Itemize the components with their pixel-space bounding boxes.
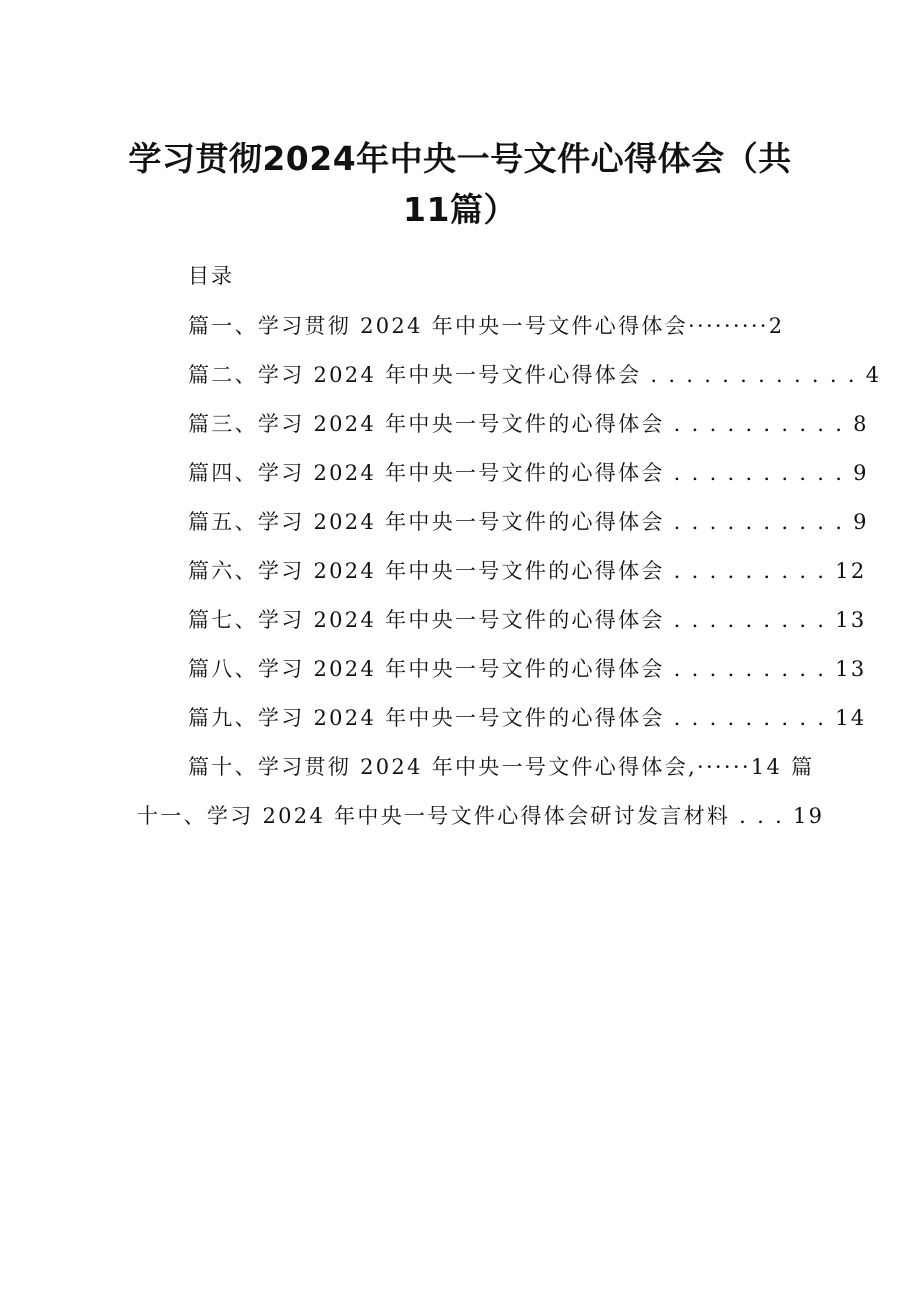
- toc-entry-11[interactable]: 十一、学习 2024 年中央一号文件心得体会研讨发言材料 . . . 19: [137, 804, 825, 828]
- toc-entry-3[interactable]: 篇三、学习 2024 年中央一号文件的心得体会 . . . . . . . . . . 8: [188, 412, 869, 436]
- toc-entry-2[interactable]: 篇二、学习 2024 年中央一号文件心得体会 . . . . . . . . . . . . 4: [188, 363, 882, 387]
- toc-entry-9[interactable]: 篇九、学习 2024 年中央一号文件的心得体会 . . . . . . . . . 14: [188, 706, 867, 730]
- toc-heading: 目录: [188, 264, 234, 288]
- toc-entry-4[interactable]: 篇四、学习 2024 年中央一号文件的心得体会 . . . . . . . . . . 9: [188, 461, 869, 485]
- toc-entry-7[interactable]: 篇七、学习 2024 年中央一号文件的心得体会 . . . . . . . . . 13: [188, 608, 867, 632]
- document-title-line-2: 11篇）: [403, 190, 517, 229]
- document-title-line-1: 学习贯彻2024年中央一号文件心得体会（共: [128, 139, 792, 178]
- toc-entry-10[interactable]: 篇十、学习贯彻 2024 年中央一号文件心得体会,······14 篇: [188, 755, 815, 779]
- toc-entry-6[interactable]: 篇六、学习 2024 年中央一号文件的心得体会 . . . . . . . . . 12: [188, 559, 867, 583]
- toc-entry-8[interactable]: 篇八、学习 2024 年中央一号文件的心得体会 . . . . . . . . . 13: [188, 657, 867, 681]
- toc-entry-1[interactable]: 篇一、学习贯彻 2024 年中央一号文件心得体会·········2: [188, 314, 785, 338]
- toc-entry-5[interactable]: 篇五、学习 2024 年中央一号文件的心得体会 . . . . . . . . . . 9: [188, 510, 869, 534]
